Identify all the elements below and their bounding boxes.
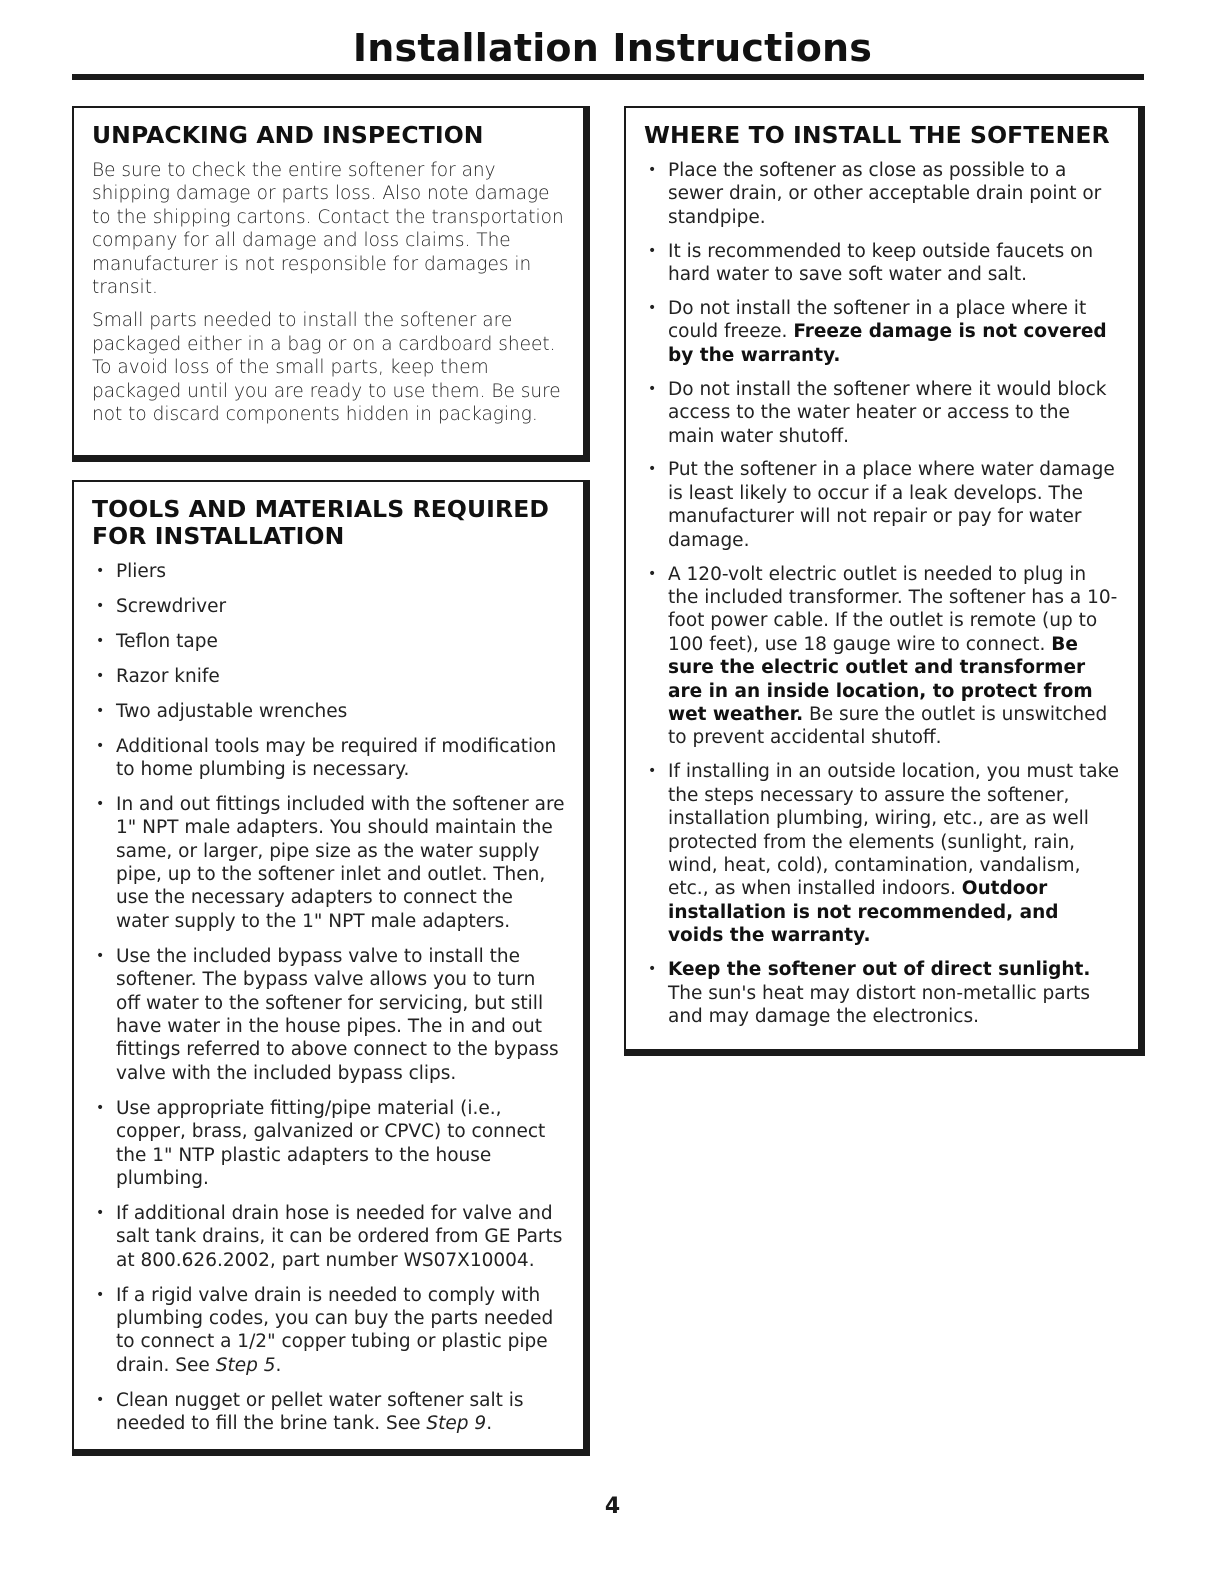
bullet-icon: • — [96, 597, 105, 614]
step-reference: Step 9 — [426, 1413, 487, 1435]
list-item: • Keep the softener out of direct sunlight. The sun's heat may distort non-metallic parts and may damage the electronics. — [648, 959, 1091, 1027]
unpacking-paragraph-1: Be sure to check the entire softener for any shipping damage or parts loss. Also note damage to the shipping cartons. Contact the transportation company for all damage and loss claims. The manufacturer is not responsible for damages in transit. — [92, 160, 564, 299]
list-item: • If additional drain hose is needed for valve and salt tank drains, it can be ordered from GE Parts at 800.626.2002, part number WS07X10004. — [96, 1202, 563, 1271]
bullet-icon: • — [96, 702, 105, 719]
list-item: • Teflon tape — [96, 630, 218, 652]
bullet-icon: • — [648, 162, 657, 178]
list-item: • Two adjustable wrenches — [96, 700, 348, 722]
bullet-icon: • — [96, 1204, 105, 1221]
where-heading: WHERE TO INSTALL THE SOFTENER — [644, 121, 1110, 149]
where-list — [644, 159, 1120, 1028]
bullet-icon: • — [96, 947, 105, 964]
unpacking-paragraph-2: Small parts needed to install the softener are packaged either in a bag or on a cardboard sheet. To avoid loss of the small parts, keep them packaged until you are ready to use them. Be sure not to discard components hidden in packaging. — [92, 310, 561, 426]
bullet-icon: • — [648, 461, 657, 478]
list-item: • Put the softener in a place where water damage is least likely to occur if a leak develops. The manufacturer will not repair or pay for water damage. — [648, 459, 1115, 551]
bullet-icon: • — [96, 1391, 105, 1408]
tools-heading: TOOLS AND MATERIALS REQUIRED FOR INSTALLATION — [92, 495, 549, 550]
list-item: • Additional tools may be required if modification to home plumbing is necessary. — [96, 735, 557, 780]
bullet-icon: • — [96, 737, 105, 754]
step-reference: Step 5 — [215, 1354, 276, 1376]
bullet-icon: • — [648, 242, 657, 259]
bullet-icon: • — [96, 667, 105, 684]
list-item: • Razor knife — [96, 665, 220, 687]
list-item: • Clean nugget or pellet water softener salt is needed to fill the brine tank. See Step 9. — [96, 1389, 524, 1435]
tools-section — [72, 480, 590, 1456]
list-item: • In and out fittings included with the softener are 1" NPT male adapters. You should maintain the same, or larger, pipe size as the water supply pipe, up to the softener inlet and outlet. Then, use the necessary adapters to connect the water supply to the 1" NPT male adapters. — [96, 793, 565, 932]
page-title: Installation Instructions — [352, 26, 873, 70]
list-item: • A 120-volt electric outlet is needed to plug in the included transformer. The softener has a 10-foot power cable. If the outlet is remote (up to 100 feet), use 18 gauge wire to connect. Be sure the electric outlet and transformer are in an inside location, to protect from wet weather. Be sure the outlet is unswitched to prevent accidental shutoff. — [648, 563, 1118, 749]
list-item: • Use appropriate fitting/pipe material (i.e., copper, brass, galvanized or CPVC) to connect the 1" NTP plastic adapters to the house plumbing. — [96, 1097, 546, 1189]
bullet-icon: • — [648, 961, 657, 978]
unpacking-section — [72, 106, 590, 462]
list-item: • Use the included bypass valve to install the softener. The bypass valve allows you to turn off water to the softener for servicing, but still have water in the house pipes. The in and out fittings referred to above connect to the bypass valve with the included bypass clips. — [96, 945, 559, 1084]
bullet-icon: • — [648, 380, 657, 397]
bullet-icon: • — [96, 795, 105, 812]
list-item: • If installing in an outside location, you must take the steps necessary to assure the softener, installation plumbing, wiring, etc., are as well protected from the elements (sunlight, rain, wind, heat, cold), contamination, vandalism, etc., as when installed indoors. Outdoor installation is not recommended, and voids the warranty. — [648, 761, 1120, 947]
bullet-icon: • — [96, 632, 105, 649]
list-item: • If a rigid valve drain is needed to comply with plumbing codes, you can buy the parts needed to connect a 1/2" copper tubing or plastic pipe drain. See Step 5. — [96, 1284, 554, 1376]
list-item: • Screwdriver — [96, 595, 227, 617]
list-item: • Do not install the softener in a place where it could freeze. Freeze damage is not covered by the warranty. — [648, 298, 1107, 366]
page-number: 4 — [604, 1494, 621, 1519]
bullet-icon: • — [96, 563, 105, 579]
list-item: • It is recommended to keep outside faucets on hard water to save soft water and salt. — [648, 240, 1094, 286]
bullet-icon: • — [648, 300, 657, 317]
title-rule — [72, 74, 1144, 80]
list-item: • Place the softener as close as possible to a sewer drain, or other acceptable drain point or standpipe. — [648, 160, 1102, 228]
bullet-icon: • — [648, 763, 657, 780]
bullet-icon: • — [96, 1286, 105, 1303]
list-item: • Do not install the softener where it would block access to the water heater or access to the main water shutoff. — [648, 378, 1107, 447]
where-section — [624, 106, 1145, 1056]
tools-list — [92, 560, 565, 1436]
bullet-icon: • — [648, 565, 657, 582]
list-item: • Pliers — [96, 561, 167, 582]
unpacking-heading: UNPACKING AND INSPECTION — [92, 121, 484, 149]
bullet-icon: • — [96, 1099, 105, 1116]
